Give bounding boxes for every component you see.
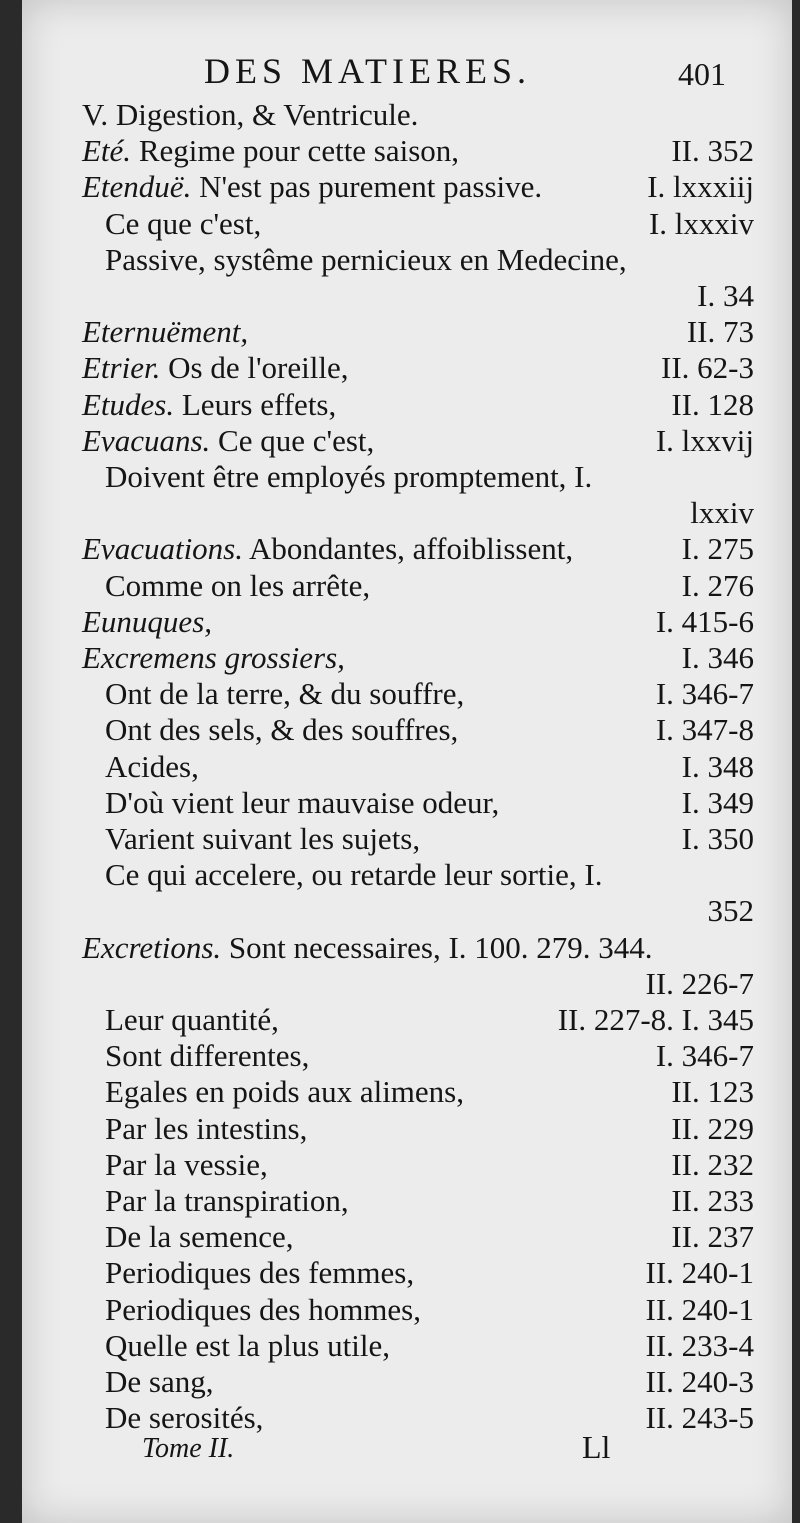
entry-headword: Eternuëment, xyxy=(82,314,249,350)
index-entry xyxy=(22,1002,792,1038)
book-page xyxy=(22,0,792,1523)
entry-text: Abondantes, affoiblissent, xyxy=(249,531,574,567)
entry-reference: I. 346-7 xyxy=(655,676,754,712)
entry-text: Acides, xyxy=(105,748,199,784)
index-entry xyxy=(22,206,792,242)
running-header-title: DES MATIERES. xyxy=(204,51,532,91)
entry-text: Varient suivant les sujets, xyxy=(105,821,421,856)
entry-reference: 352 xyxy=(707,893,754,929)
entry-text: Sont necessaires, I. 100. 279. 344. xyxy=(228,929,653,965)
entry-reference: I. lxxvij xyxy=(655,422,754,458)
entry-text: Leurs effets, xyxy=(181,386,337,422)
entry-headword: Evacuans. xyxy=(82,422,211,458)
entry-reference: II. 240-3 xyxy=(645,1364,754,1399)
index-entry xyxy=(22,604,792,640)
entry-reference: II. 227-8. I. 345 xyxy=(557,1002,754,1037)
entry-reference: II. 232 xyxy=(671,1146,754,1182)
entry-reference: II. 233-4 xyxy=(645,1327,754,1363)
index-entry xyxy=(22,1364,792,1400)
entry-reference: II. 123 xyxy=(671,1074,754,1110)
index-entry xyxy=(22,423,792,459)
index-entry xyxy=(22,893,792,929)
entry-text: De sang, xyxy=(105,1364,214,1399)
index-entry xyxy=(22,930,792,966)
footer-signature: Ll xyxy=(582,1429,611,1465)
index-entry xyxy=(22,278,792,314)
entry-reference: I. 34 xyxy=(697,278,754,313)
entry-reference: II. 237 xyxy=(671,1219,754,1255)
page-number: 401 xyxy=(678,56,726,92)
index-entry xyxy=(22,1147,792,1183)
entry-text: De la semence, xyxy=(105,1219,294,1255)
entry-headword: Etrier. xyxy=(82,350,161,386)
entry-text: Ce que c'est, xyxy=(218,422,375,458)
entry-text: Leur quantité, xyxy=(105,1002,279,1037)
index-entry xyxy=(22,568,792,604)
entry-text: Par les intestins, xyxy=(105,1110,308,1146)
index-entry xyxy=(22,1292,792,1328)
entry-text: Ont de la terre, & du souffre, xyxy=(105,676,465,712)
index-entry xyxy=(22,133,792,169)
entry-text: D'où vient leur mauvaise odeur, xyxy=(105,784,500,820)
entry-headword: Evacuations. xyxy=(82,531,243,567)
index-entry xyxy=(22,459,792,495)
index-entry xyxy=(22,1219,792,1255)
entry-text: De serosités, xyxy=(105,1400,264,1436)
entry-headword: Excremens grossiers, xyxy=(82,640,345,675)
entry-text: Comme on les arrête, xyxy=(105,567,371,603)
index-entry xyxy=(22,1255,792,1291)
entry-headword: Eté. xyxy=(82,133,132,169)
entry-reference: I. 275 xyxy=(681,531,754,567)
entry-reference: II. 352 xyxy=(671,133,754,169)
entry-reference: II. 128 xyxy=(671,386,754,422)
entry-text: N'est pas purement passive. xyxy=(199,169,543,205)
index-entry xyxy=(22,676,792,712)
entry-reference: I. lxxxiij xyxy=(647,169,754,205)
entry-text: Egales en poids aux alimens, xyxy=(105,1074,464,1110)
entry-reference: I. 349 xyxy=(681,784,754,820)
index-entry xyxy=(22,97,792,133)
entry-reference: I. 347-8 xyxy=(655,712,754,748)
entry-reference: I. 346-7 xyxy=(655,1038,754,1074)
index-entry xyxy=(22,387,792,423)
entry-reference: II. 243-5 xyxy=(645,1400,754,1436)
index-entry xyxy=(22,749,792,785)
index-entry xyxy=(22,531,792,567)
entry-reference: I. 348 xyxy=(681,748,754,784)
entry-text: Periodiques des hommes, xyxy=(105,1291,421,1327)
index-entry xyxy=(22,1038,792,1074)
entry-headword: Etenduë. xyxy=(82,169,192,205)
index-entry xyxy=(22,785,792,821)
footer-tome: Tome II. xyxy=(142,1433,235,1464)
index-entry xyxy=(22,712,792,748)
entry-text: Ce que c'est, xyxy=(105,205,262,241)
entry-reference: I. 350 xyxy=(681,821,754,856)
index-entry xyxy=(22,857,792,893)
entry-reference: I. lxxxiv xyxy=(648,205,754,241)
entry-text: Doivent être employés promptement, I. xyxy=(105,459,593,494)
entry-text: Par la transpiration, xyxy=(105,1183,349,1218)
entry-reference: II. 233 xyxy=(671,1183,754,1218)
index-entry xyxy=(22,350,792,386)
entry-text: Regime pour cette saison, xyxy=(138,133,460,169)
entry-reference: II. 73 xyxy=(686,314,754,350)
entry-reference: II. 240-1 xyxy=(645,1255,754,1291)
entry-text: Par la vessie, xyxy=(105,1146,268,1182)
index-entry xyxy=(22,314,792,350)
entry-reference: lxxiv xyxy=(690,495,754,531)
entry-text: Periodiques des femmes, xyxy=(105,1255,415,1291)
entry-reference: I. 276 xyxy=(681,567,754,603)
entry-text: Passive, systême pernicieux en Medecine, xyxy=(105,241,627,277)
entry-reference: I. 415-6 xyxy=(655,603,754,639)
entry-text: Quelle est la plus utile, xyxy=(105,1327,390,1363)
index-entry xyxy=(22,242,792,278)
index-entry xyxy=(22,1111,792,1147)
index-entry xyxy=(22,169,792,205)
index-entry xyxy=(22,1328,792,1364)
entry-reference: II. 240-1 xyxy=(645,1291,754,1327)
index-entry xyxy=(22,821,792,857)
entry-text: Sont differentes, xyxy=(105,1038,310,1074)
index-entry xyxy=(22,1074,792,1110)
entry-text: Ce qui accelere, ou retarde leur sortie, I. xyxy=(105,857,603,893)
index-entry xyxy=(22,966,792,1002)
index-entry xyxy=(22,640,792,676)
entry-reference: II. 62-3 xyxy=(661,350,754,386)
entry-headword: Etudes. xyxy=(82,386,175,422)
entry-text: Ont des sels, & des souffres, xyxy=(105,712,459,748)
index-entry xyxy=(22,1183,792,1219)
index-entry xyxy=(22,1400,792,1436)
entry-headword: Eunuques, xyxy=(82,603,213,639)
entry-text: V. Digestion, & Ventricule. xyxy=(82,97,419,132)
entry-reference: II. 229 xyxy=(671,1110,754,1146)
entry-headword: Excretions. xyxy=(82,929,222,965)
entry-text: Os de l'oreille, xyxy=(168,350,349,386)
entry-reference: II. 226-7 xyxy=(645,965,754,1001)
index-entry xyxy=(22,495,792,531)
entry-reference: I. 346 xyxy=(681,640,754,675)
